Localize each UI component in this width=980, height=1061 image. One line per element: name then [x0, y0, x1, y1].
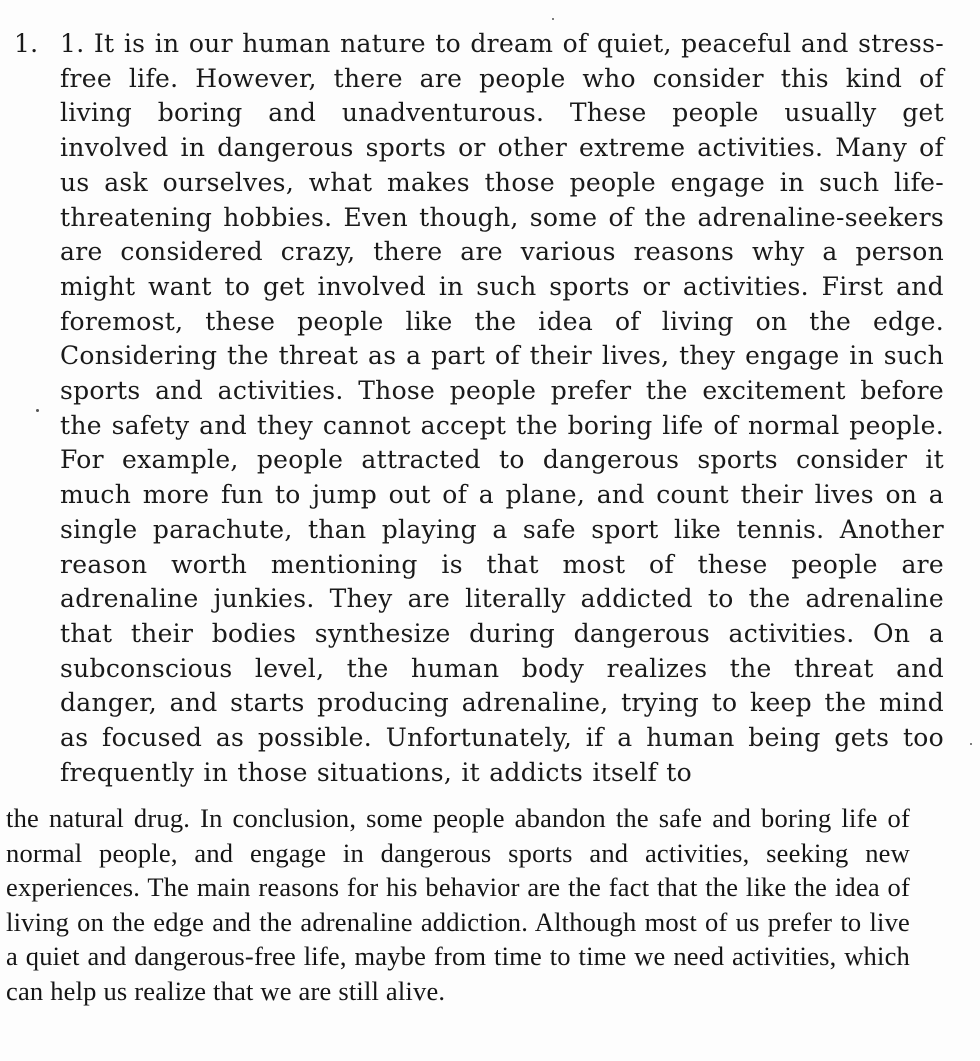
scan-speck	[552, 18, 554, 20]
item-number: 1.	[14, 29, 39, 58]
scan-speck	[36, 409, 39, 412]
scan-speck	[970, 743, 972, 745]
essay-paragraph-bottom: the natural drug. In conclusion, some people abandon the safe and boring life of normal people, and engage in dangerous sports and activities, seeking new experiences. The main reasons for his behavior are the fact that the like the idea of living on the edge and the adrenaline addiction. Although most of us prefer to live a quiet and dangerous-free life, maybe from time to time we need activities, which can help us realize that we are still alive.	[6, 803, 910, 1006]
essay-paragraph-top: 1. It is in our human nature to dream of quiet, peaceful and stress-free life. However, there are people who consider this kind of living boring and unadventurous. These people usually get involved in dangerous sports or other extreme activities. Many of us ask ourselves, what makes those people engage in such life-threatening hobbies. Even though, some of the adrenaline-seekers are considered crazy, there are various reasons why a person might want to get involved in such sports or activities. First and foremost, these people like the idea of living on the edge. Considering the threat as a part of their lives, they engage in such sports and activities. Those people prefer the excitement before the safety and they cannot accept the boring life of normal people. For example, people attracted to dangerous sports consider it much more fun to jump out of a plane, and count their lives on a single parachute, than playing a safe sport like tennis. Another reason worth mentioning is that most of these people are adrenaline junkies. They are literally addicted to the adrenaline that their bodies synthesize during dangerous activities. On a subconscious level, the human body realizes the threat and danger, and starts producing adrenaline, trying to keep the mind as focused as possible. Unfortunately, if a human being gets too frequently in those situations, it addicts itself to	[60, 29, 944, 787]
